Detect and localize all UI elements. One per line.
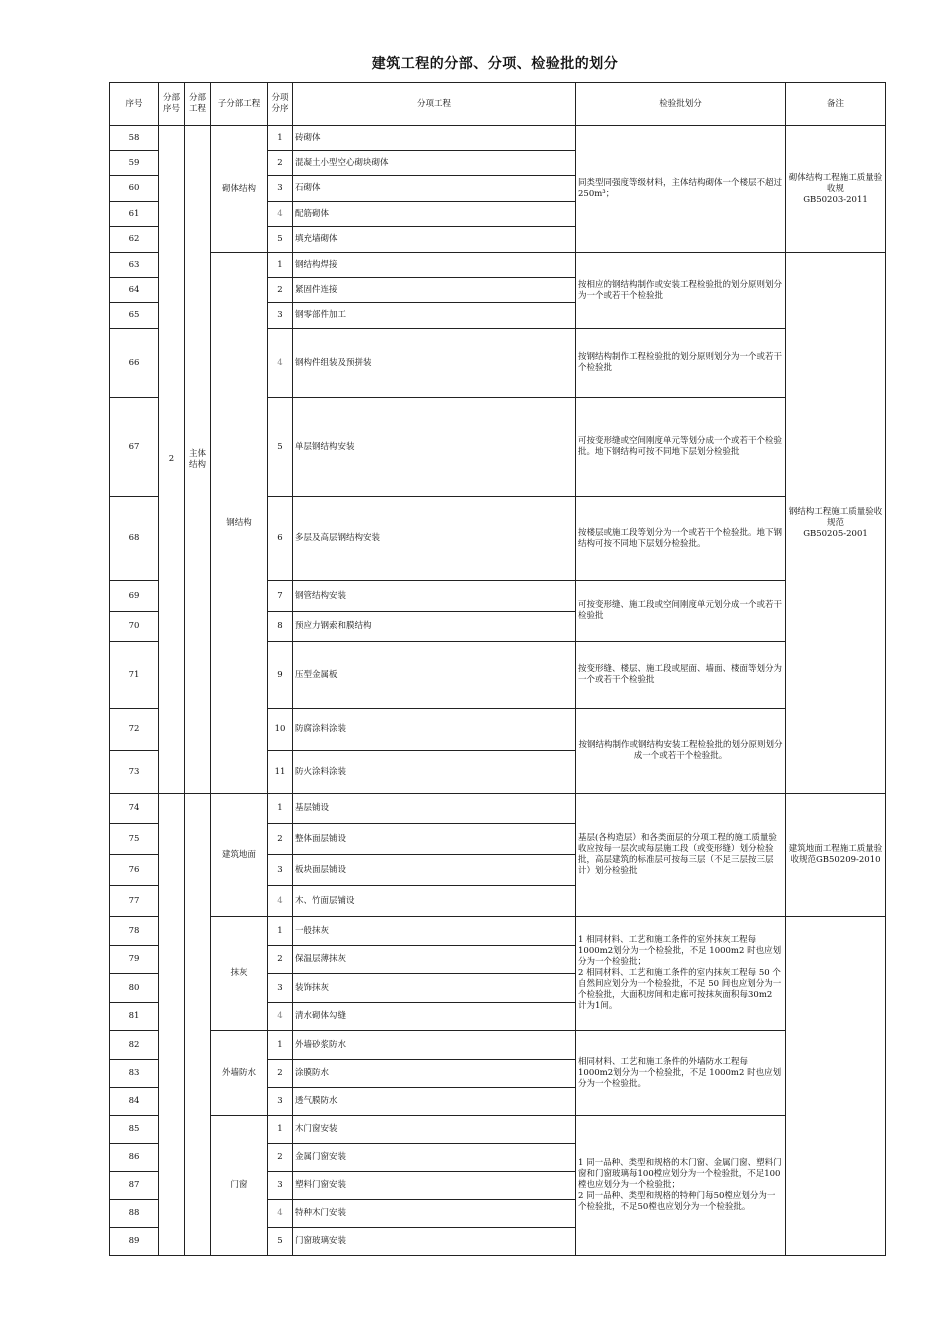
item-number: 10 [268,709,293,751]
item-number: 1 [268,253,293,278]
row-seq: 73 [110,751,159,794]
header-remark: 备注 [786,83,886,126]
item-name: 单层钢结构安装 [293,398,576,497]
item-number: 4 [268,202,293,227]
item-number: 2 [268,1060,293,1088]
batch-rule: 可按变形缝、施工段或空间刚度单元划分成一个或若干检验批 [576,581,786,642]
row-seq: 71 [110,642,159,709]
table-row [110,126,886,151]
table-row [110,1116,886,1144]
division-table [109,82,886,1256]
item-name: 木门窗安装 [293,1116,576,1144]
table-row [110,917,886,946]
row-seq: 61 [110,202,159,227]
row-seq: 87 [110,1172,159,1200]
item-number: 3 [268,974,293,1003]
item-number: 3 [268,1088,293,1116]
item-number: 4 [268,1200,293,1228]
item-name: 配筋砌体 [293,202,576,227]
item-number: 1 [268,1116,293,1144]
batch-rule: 按变形缝、楼层、施工段或屋面、墙面、楼面等划分为一个或若干个检验批 [576,642,786,709]
subdivision-name: 砌体结构 [211,126,268,253]
row-seq: 65 [110,303,159,329]
item-name: 基层铺设 [293,794,576,824]
header-item: 分项工程 [293,83,576,126]
header-seq: 序号 [110,83,159,126]
item-name: 压型金属板 [293,642,576,709]
row-seq: 70 [110,612,159,642]
remark-standard: 建筑地面工程施工质量验收规范GB50209-2010 [786,794,886,917]
header-row [110,83,886,126]
subdivision-name: 门窗 [211,1116,268,1256]
row-seq: 60 [110,176,159,202]
batch-rule: 按相应的钢结构制作或安装工程检验批的划分原则划分为一个或若干个检验批 [576,253,786,329]
row-seq: 62 [110,227,159,253]
subdivision-name: 抹灰 [211,917,268,1031]
row-seq: 69 [110,581,159,612]
row-seq: 77 [110,886,159,917]
item-name: 多层及高层钢结构安装 [293,497,576,581]
header-div-name: 分部工程 [185,83,211,126]
item-name: 填充墙砌体 [293,227,576,253]
item-name: 木、竹面层铺设 [293,886,576,917]
division-name: 主体结构 [185,126,211,794]
row-seq: 88 [110,1200,159,1228]
item-name: 塑料门窗安装 [293,1172,576,1200]
item-number: 9 [268,642,293,709]
item-name: 紧固件连接 [293,278,576,303]
batch-rule: 相同材料、工艺和施工条件的外墙防水工程每1000m2划分为一个检验批，不足 1000m2 时也应划分为一个检验批。 [576,1031,786,1116]
table-row [110,1031,886,1060]
header-batch: 检验批划分 [576,83,786,126]
row-seq: 80 [110,974,159,1003]
row-seq: 89 [110,1228,159,1256]
item-name: 金属门窗安装 [293,1144,576,1172]
item-number: 5 [268,1228,293,1256]
item-name: 保温层薄抹灰 [293,946,576,974]
subdivision-name: 建筑地面 [211,794,268,917]
item-name: 门窗玻璃安装 [293,1228,576,1256]
item-name: 预应力钢索和膜结构 [293,612,576,642]
item-number: 6 [268,497,293,581]
item-number: 2 [268,1144,293,1172]
division-seq: 2 [159,126,185,794]
row-seq: 75 [110,824,159,855]
item-number: 3 [268,176,293,202]
item-number: 11 [268,751,293,794]
row-seq: 86 [110,1144,159,1172]
item-name: 一般抹灰 [293,917,576,946]
item-name: 特种木门安装 [293,1200,576,1228]
item-number: 1 [268,126,293,151]
item-number: 5 [268,398,293,497]
item-name: 防火涂料涂装 [293,751,576,794]
item-name: 板块面层铺设 [293,855,576,886]
row-seq: 85 [110,1116,159,1144]
batch-rule: 可按变形缝或空间刚度单元等划分成一个或若干个检验批。地下钢结构可按不同地下层划分检验批 [576,398,786,497]
batch-rule: 按钢结构制作或钢结构安装工程检验批的划分原则划分成一个或若干个检验批。 [576,709,786,794]
batch-rule: 基层(各构造层）和各类面层的分项工程的施工质量验收应按每一层次或每层施工段（或变形缝）划分检验批，高层建筑的标准层可按每三层（不足三层按三层计）划分检验批 [576,794,786,917]
row-seq: 82 [110,1031,159,1060]
row-seq: 63 [110,253,159,278]
item-number: 1 [268,917,293,946]
row-seq: 59 [110,151,159,176]
item-name: 透气膜防水 [293,1088,576,1116]
division-seq-blank [159,794,185,1256]
item-name: 钢结构焊接 [293,253,576,278]
batch-rule: 按楼层或施工段等划分为一个或若干个检验批。地下钢结构可按不同地下层划分检验批。 [576,497,786,581]
row-seq: 74 [110,794,159,824]
item-number: 4 [268,329,293,398]
item-name: 混凝土小型空心砌块砌体 [293,151,576,176]
batch-rule: 1 同一品种、类型和规格的木门窗、金属门窗、塑料门窗和门窗玻璃每100樘应划分为一个检验批，不足100樘也应划分为一个检验批； 2 同一品种、类型和规格的特种门每50樘应划分为一个检验批，不足50樘也应划分为一个检验批。 [576,1116,786,1256]
row-seq: 83 [110,1060,159,1088]
table-row [110,794,886,824]
row-seq: 64 [110,278,159,303]
item-number: 3 [268,1172,293,1200]
item-number: 3 [268,855,293,886]
row-seq: 67 [110,398,159,497]
header-item-seq: 分项分序 [268,83,293,126]
item-name: 清水砌体勾缝 [293,1003,576,1031]
item-number: 3 [268,303,293,329]
item-name: 外墙砂浆防水 [293,1031,576,1060]
header-subdiv: 子分部工程 [211,83,268,126]
remark-blank [786,917,886,1256]
item-name: 整体面层铺设 [293,824,576,855]
item-number: 5 [268,227,293,253]
item-name: 涂膜防水 [293,1060,576,1088]
item-number: 2 [268,824,293,855]
item-number: 8 [268,612,293,642]
item-number: 4 [268,1003,293,1031]
item-number: 1 [268,794,293,824]
batch-rule: 同类型同强度等级材料，主体结构砌体一个楼层不超过250m³； [576,126,786,253]
item-name: 钢零部件加工 [293,303,576,329]
item-number: 2 [268,278,293,303]
row-seq: 76 [110,855,159,886]
batch-rule: 按钢结构制作工程检验批的划分原则划分为一个或若干个检验批 [576,329,786,398]
table-row [110,253,886,278]
subdivision-name: 外墙防水 [211,1031,268,1116]
item-name: 石砌体 [293,176,576,202]
row-seq: 68 [110,497,159,581]
row-seq: 72 [110,709,159,751]
division-name-blank [185,794,211,1256]
header-div-seq: 分部序号 [159,83,185,126]
item-number: 2 [268,946,293,974]
item-name: 装饰抹灰 [293,974,576,1003]
row-seq: 66 [110,329,159,398]
row-seq: 84 [110,1088,159,1116]
item-number: 2 [268,151,293,176]
batch-rule: 1 相同材料、工艺和施工条件的室外抹灰工程每 1000m2划分为一个检验批，不足 1000m2 时也应划分为一个检验批； 2 相同材料、工艺和施工条件的室内抹灰工程每 50 个自然间应划分为一个检验批，不足 50 间也应划分为一个检验批，大面积房间和走廊可按抹灰面积每30m2 计为1间。 [576,917,786,1031]
remark-standard: 砌体结构工程施工质量验收规 GB50203-2011 [786,126,886,253]
subdivision-name: 钢结构 [211,253,268,794]
item-name: 防腐涂料涂装 [293,709,576,751]
item-name: 钢构件组装及预拼装 [293,329,576,398]
row-seq: 58 [110,126,159,151]
remark-standard: 钢结构工程施工质量验收规范 GB50205-2001 [786,253,886,794]
item-name: 砖砌体 [293,126,576,151]
row-seq: 78 [110,917,159,946]
row-seq: 79 [110,946,159,974]
page-title: 建筑工程的分部、分项、检验批的划分 [371,56,619,72]
item-number: 4 [268,886,293,917]
item-name: 钢管结构安装 [293,581,576,612]
row-seq: 81 [110,1003,159,1031]
item-number: 1 [268,1031,293,1060]
item-number: 7 [268,581,293,612]
